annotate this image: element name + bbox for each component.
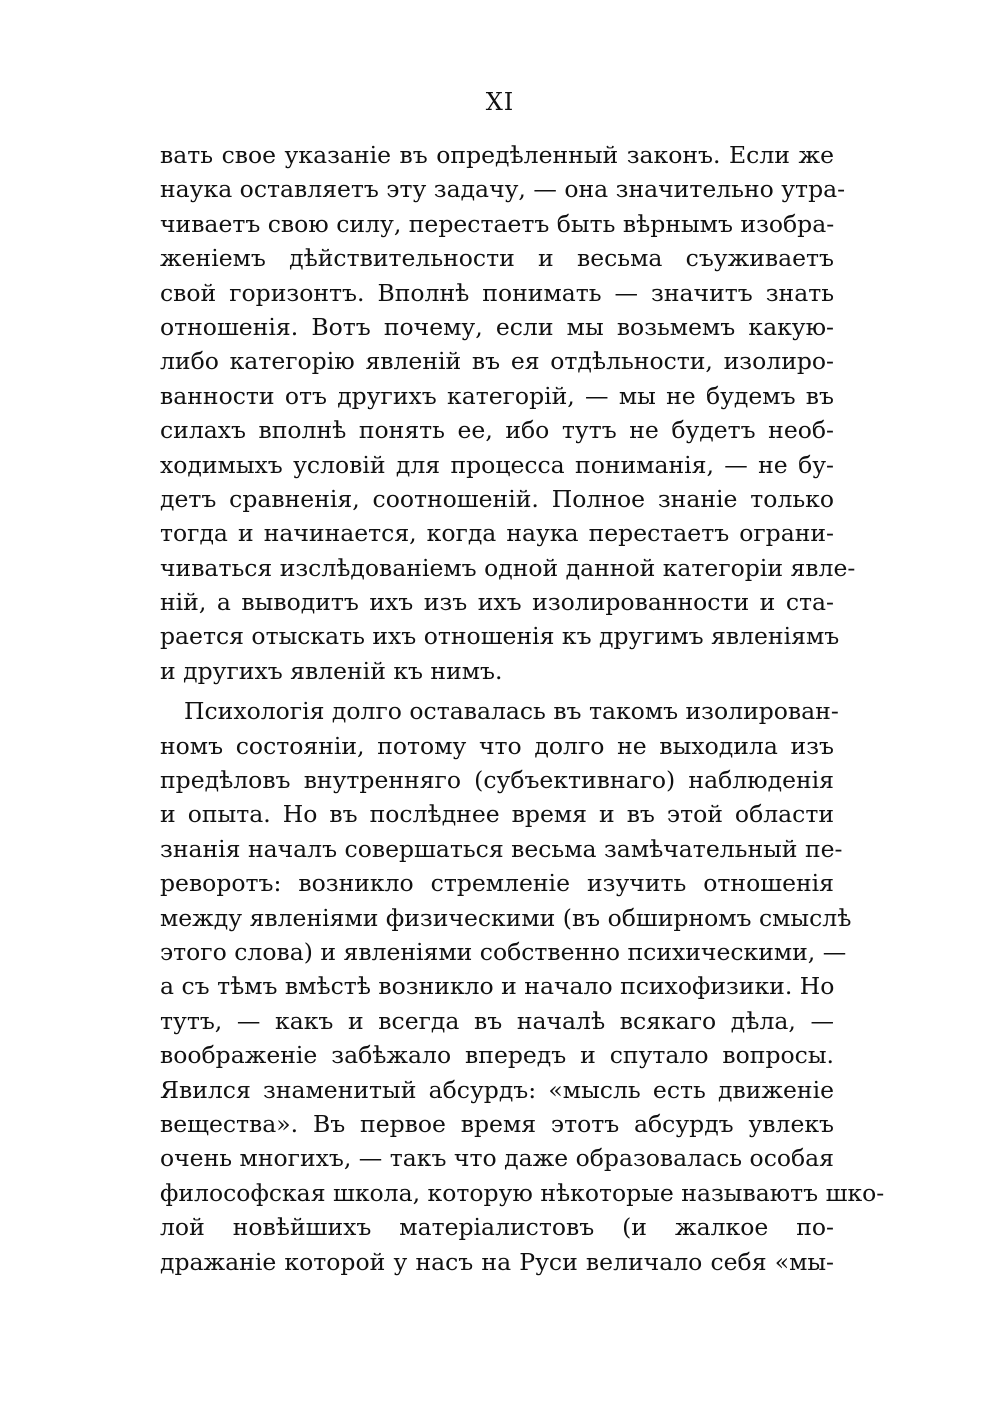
paragraph-1: [160, 138, 856, 688]
text-line: ванности отъ другихъ категорій, — мы не будемъ въ: [160, 381, 834, 410]
text-line: отношенія. Вотъ почему, если мы возьмемъ какую-: [160, 312, 834, 341]
text-line: лой новѣйшихъ матеріалистовъ (и жалкое по-: [160, 1213, 834, 1242]
body-text: [160, 138, 885, 1279]
text-line: дражаніе которой у насъ на Руси величало себя «мы-: [160, 1247, 834, 1276]
text-line: и опыта. Но въ послѣднее время и въ этой области: [160, 800, 834, 829]
text-line: и другихъ явленій къ нимъ.: [160, 656, 503, 685]
text-line: чиваться изслѣдованіемъ одной данной категоріи явле-: [160, 553, 856, 582]
text-line: знанія началъ совершаться весьма замѣчательный пе-: [160, 834, 843, 863]
text-line: философская школа, которую нѣкоторые называютъ шко-: [160, 1178, 885, 1207]
text-line: тутъ, — какъ и всегда въ началѣ всякаго дѣла, —: [160, 1006, 834, 1035]
text-line: чиваетъ свою силу, перестаетъ быть вѣрнымъ изобра-: [160, 209, 835, 238]
text-line: предѣловъ внутренняго (субъективнаго) наблюденія: [160, 766, 834, 795]
text-line: между явленіями физическими (въ обширномъ смыслѣ: [160, 903, 852, 932]
text-line: рается отыскать ихъ отношенія къ другимъ явленіямъ: [160, 622, 840, 651]
text-line: вать свое указаніе въ опредѣленный законъ. Если же: [160, 141, 834, 169]
text-line: силахъ вполнѣ понять ее, ибо тутъ не будетъ необ-: [160, 416, 834, 445]
text-line: детъ сравненія, соотношеній. Полное знаніе только: [160, 484, 834, 513]
text-line: либо категорію явленій въ ея отдѣльности, изолиро-: [160, 347, 834, 376]
text-line: наука оставляетъ эту задачу, — она значительно утра-: [160, 175, 846, 204]
text-line: Явился знаменитый абсурдъ: «мысль есть движеніе: [160, 1075, 834, 1104]
text-line: женіемъ дѣйствительности и весьма съуживаетъ: [160, 244, 834, 273]
page-number: XI: [485, 88, 515, 116]
text-line: Психологія долго оставалась въ такомъ изолирован-: [184, 697, 839, 726]
paragraph-2: [160, 694, 885, 1279]
text-line: вещества». Въ первое время этотъ абсурдъ увлекъ: [160, 1109, 834, 1138]
text-line: номъ состояніи, потому что долго не выходила изъ: [160, 731, 834, 760]
text-line: очень многихъ, — такъ что даже образовалась особая: [160, 1144, 834, 1173]
text-line: а съ тѣмъ вмѣстѣ возникло и начало психофизики. Но: [160, 972, 835, 1001]
text-line: тогда и начинается, когда наука перестаетъ ограни-: [160, 519, 834, 548]
text-line: свой горизонтъ. Вполнѣ понимать — значитъ знать: [160, 278, 834, 307]
text-line: ній, а выводитъ ихъ изъ ихъ изолированности и ста-: [160, 588, 834, 617]
text-line: воображеніе забѣжало впередъ и спутало вопросы.: [160, 1041, 834, 1070]
text-line: реворотъ: возникло стремленіе изучить отношенія: [160, 869, 834, 898]
text-line: этого слова) и явленіями собственно психическими, —: [160, 937, 847, 966]
text-line: ходимыхъ условій для процесса пониманія, — не бу-: [160, 450, 834, 479]
